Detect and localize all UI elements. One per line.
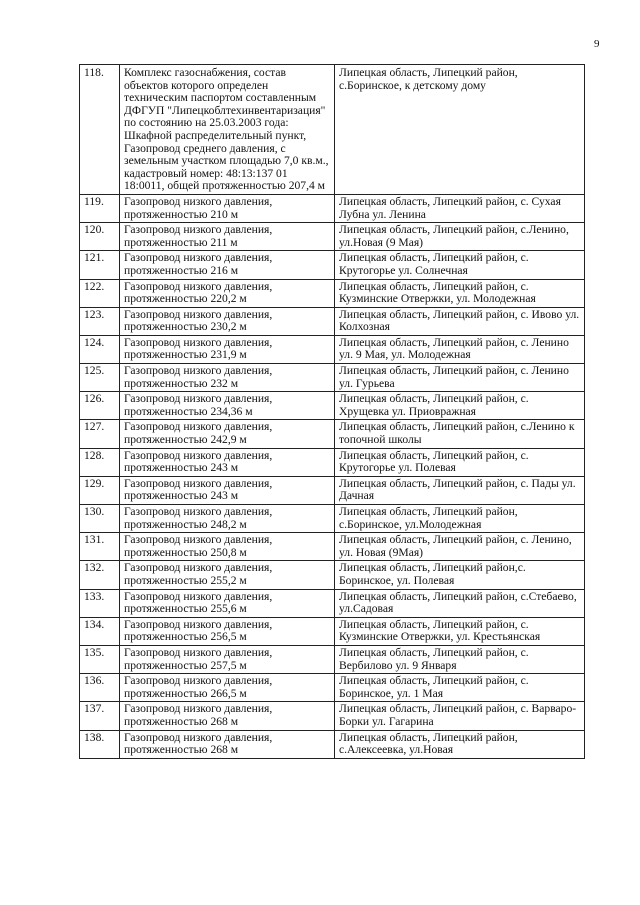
location-cell: Липецкая область, Липецкий район, с.Стебаево, ул.Садовая [335,589,585,617]
location-cell: Липецкая область, Липецкий район, с. Боринское, ул. 1 Мая [335,674,585,702]
row-number-cell: 128. [80,448,120,476]
table-row [80,335,585,363]
table-row [80,307,585,335]
location-cell: Липецкая область, Липецкий район, с. Ленино ул. Гурьева [335,364,585,392]
table-row [80,645,585,673]
object-description-cell: Газопровод низкого давления, протяженностью 210 м [120,194,335,222]
location-cell: Липецкая область, Липецкий район, с. Кузминские Отвержки, ул. Молодежная [335,279,585,307]
object-description-cell: Газопровод низкого давления, протяженностью 243 м [120,476,335,504]
table-row [80,476,585,504]
table-row [80,392,585,420]
table-row [80,617,585,645]
object-description-cell: Газопровод низкого давления, протяженностью 232 м [120,364,335,392]
object-description-cell: Газопровод низкого давления, протяженностью 256,5 м [120,617,335,645]
object-description-cell: Газопровод низкого давления, протяженностью 243 м [120,448,335,476]
row-number-cell: 136. [80,674,120,702]
table-row [80,223,585,251]
row-number-cell: 129. [80,476,120,504]
object-description-cell: Газопровод низкого давления, протяженностью 231,9 м [120,335,335,363]
row-number-cell: 125. [80,364,120,392]
object-description-cell: Газопровод низкого давления, протяженностью 230,2 м [120,307,335,335]
row-number-cell: 124. [80,335,120,363]
location-cell: Липецкая область, Липецкий район, с. Хрущевка ул. Приовражная [335,392,585,420]
registry-body [80,65,585,759]
location-cell: Липецкая область, Липецкий район, с. Вербилово ул. 9 Января [335,645,585,673]
row-number-cell: 127. [80,420,120,448]
table-row [80,730,585,758]
table-row [80,702,585,730]
row-number-cell: 134. [80,617,120,645]
location-cell: Липецкая область, Липецкий район, с.Боринское, к детскому дому [335,65,585,195]
object-description-cell: Газопровод низкого давления, протяженностью 211 м [120,223,335,251]
location-cell: Липецкая область, Липецкий район, с.Ленино, ул.Новая (9 Мая) [335,223,585,251]
location-cell: Липецкая область, Липецкий район, с. Ленино ул. 9 Мая, ул. Молодежная [335,335,585,363]
row-number-cell: 132. [80,561,120,589]
object-description-cell: Газопровод низкого давления, протяженностью 216 м [120,251,335,279]
location-cell: Липецкая область, Липецкий район, с.Алексеевка, ул.Новая [335,730,585,758]
location-cell: Липецкая область, Липецкий район, с. Крутогорье ул. Солнечная [335,251,585,279]
location-cell: Липецкая область, Липецкий район, с. Крутогорье ул. Полевая [335,448,585,476]
table-row [80,561,585,589]
object-description-cell: Комплекс газоснабжения, состав объектов которого определен техническим паспортом составленным ДФГУП "Липецкоблтехинвентаризация" по состоянию на 25.03.2003 года: Шкафной распределительный пункт, Газопровод среднего давления, с земельным участком площадью 7,0 кв.м., кадастровый номер: 48:13:137 01 18:0011, общей протяженностью 207,4 м [120,65,335,195]
location-cell: Липецкая область, Липецкий район, с. Ивово ул. Колхозная [335,307,585,335]
location-cell: Липецкая область, Липецкий район, с. Сухая Лубна ул. Ленина [335,194,585,222]
object-description-cell: Газопровод низкого давления, протяженностью 250,8 м [120,533,335,561]
table-row [80,194,585,222]
location-cell: Липецкая область, Липецкий район,с. Боринское, ул. Полевая [335,561,585,589]
row-number-cell: 122. [80,279,120,307]
row-number-cell: 131. [80,533,120,561]
page-number: 9 [594,38,600,50]
table-row [80,279,585,307]
row-number-cell: 121. [80,251,120,279]
table-row [80,251,585,279]
row-number-cell: 137. [80,702,120,730]
table-row [80,65,585,195]
row-number-cell: 123. [80,307,120,335]
table-row [80,364,585,392]
row-number-cell: 130. [80,505,120,533]
object-description-cell: Газопровод низкого давления, протяженностью 255,6 м [120,589,335,617]
table-row [80,420,585,448]
table-row [80,674,585,702]
row-number-cell: 138. [80,730,120,758]
location-cell: Липецкая область, Липецкий район, с. Пады ул. Дачная [335,476,585,504]
object-description-cell: Газопровод низкого давления, протяженностью 266,5 м [120,674,335,702]
object-description-cell: Газопровод низкого давления, протяженностью 234,36 м [120,392,335,420]
row-number-cell: 118. [80,65,120,195]
row-number-cell: 126. [80,392,120,420]
location-cell: Липецкая область, Липецкий район, с.Боринское, ул.Молодежная [335,505,585,533]
table-row [80,505,585,533]
location-cell: Липецкая область, Липецкий район, с. Кузминские Отвержки, ул. Крестьянская [335,617,585,645]
table-row [80,589,585,617]
location-cell: Липецкая область, Липецкий район, с. Варваро-Борки ул. Гагарина [335,702,585,730]
location-cell: Липецкая область, Липецкий район, с. Ленино, ул. Новая (9Мая) [335,533,585,561]
object-description-cell: Газопровод низкого давления, протяженностью 242,9 м [120,420,335,448]
object-description-cell: Газопровод низкого давления, протяженностью 268 м [120,702,335,730]
object-description-cell: Газопровод низкого давления, протяженностью 220,2 м [120,279,335,307]
row-number-cell: 120. [80,223,120,251]
property-registry-table [79,64,585,759]
object-description-cell: Газопровод низкого давления, протяженностью 255,2 м [120,561,335,589]
location-cell: Липецкая область, Липецкий район, с.Ленино к топочной школы [335,420,585,448]
table-row [80,448,585,476]
row-number-cell: 133. [80,589,120,617]
object-description-cell: Газопровод низкого давления, протяженностью 268 м [120,730,335,758]
row-number-cell: 135. [80,645,120,673]
row-number-cell: 119. [80,194,120,222]
object-description-cell: Газопровод низкого давления, протяженностью 248,2 м [120,505,335,533]
table-row [80,533,585,561]
object-description-cell: Газопровод низкого давления, протяженностью 257,5 м [120,645,335,673]
